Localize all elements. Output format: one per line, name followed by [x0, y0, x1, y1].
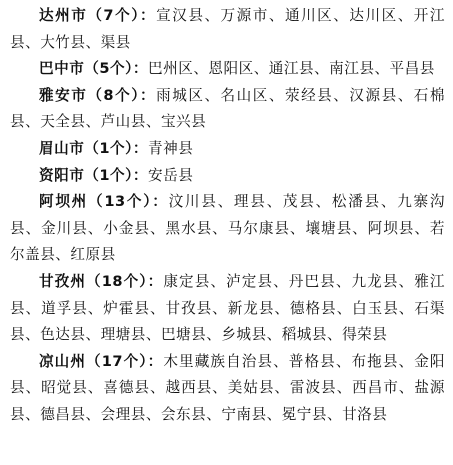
- entry-ziyang: [10, 163, 445, 190]
- entry-meishan: [10, 136, 445, 163]
- county-list: 安岳县: [148, 166, 194, 184]
- city-name: 眉山市: [39, 139, 85, 157]
- entry-bazhong: [10, 56, 445, 83]
- county-list: 青神县: [148, 139, 194, 157]
- county-list: 宣汉县、万源市、通川区、达川区、开江县、大竹县、渠县: [10, 7, 445, 51]
- entry-ganzi: [10, 269, 445, 349]
- county-count: （18个）：: [86, 272, 164, 290]
- county-list: 汶川县、理县、茂县、松潘县、九寨沟县、金川县、小金县、黑水县、马尔康县、壤塘县、阿坝县、若尔盖县、红原县: [10, 193, 445, 264]
- entry-liangshan: [10, 349, 445, 429]
- city-name: 甘孜州: [39, 272, 87, 290]
- county-list: 木里藏族自治县、普格县、布拖县、金阳县、昭觉县、喜德县、越西县、美姑县、雷波县、西昌市、盐源县、德昌县、会理县、会东县、宁南县、冕宁县、甘洛县: [10, 352, 445, 423]
- city-name: 达州市: [39, 7, 88, 24]
- county-count: （17个）：: [86, 352, 164, 370]
- county-count: （5个）：: [84, 60, 149, 78]
- entry-yaan: [10, 83, 445, 136]
- county-list: 康定县、泸定县、丹巴县、九龙县、雅江县、道孚县、炉霍县、甘孜县、新龙县、德格县、白玉县、石渠县、色达县、理塘县、巴塘县、乡城县、稻城县、得荣县: [10, 272, 445, 344]
- city-name: 凉山州: [39, 352, 87, 370]
- city-name: 阿坝州: [39, 193, 88, 211]
- city-name: 雅安市: [39, 86, 88, 104]
- county-list: 雨城区、名山区、荥经县、汉源县、石棉县、天全县、芦山县、宝兴县: [10, 86, 445, 131]
- city-name: 巴中市: [39, 60, 85, 78]
- entry-aba: [10, 189, 445, 269]
- county-count: （1个）：: [84, 166, 149, 184]
- county-list: 巴州区、恩阳区、通江县、南江县、平昌县: [148, 60, 435, 78]
- county-count: （13个）：: [88, 193, 169, 211]
- entry-dazhou: [10, 3, 445, 56]
- county-count: （8个）：: [87, 86, 157, 104]
- county-count: （1个）：: [84, 139, 149, 157]
- county-count: （7个）：: [87, 7, 157, 24]
- city-name: 资阳市: [39, 166, 85, 184]
